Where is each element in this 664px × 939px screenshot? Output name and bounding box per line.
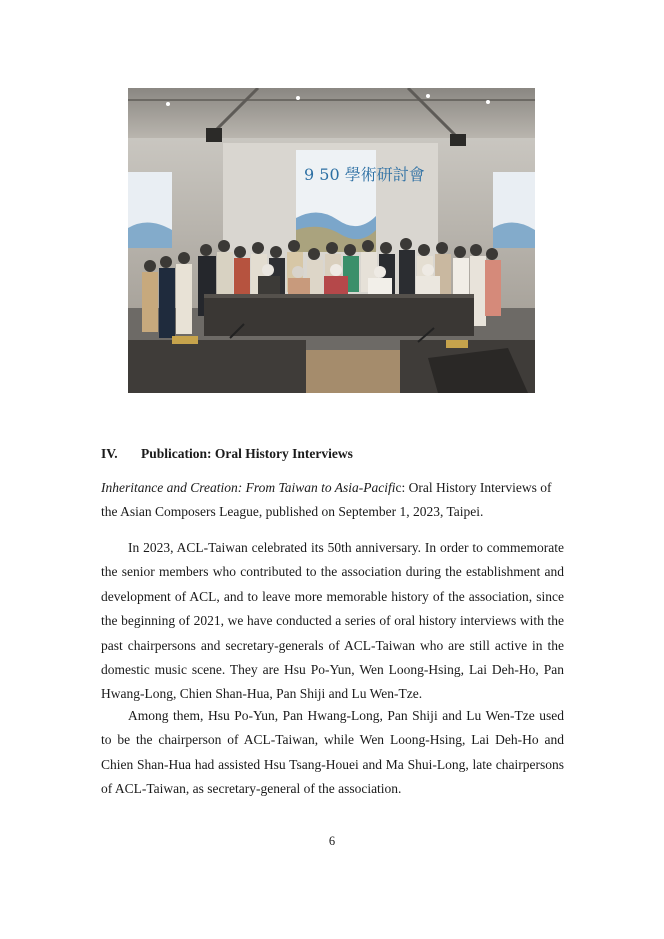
group-photo-illustration: [128, 88, 535, 393]
body-paragraph-chairpersons: Among them, Hsu Po-Yun, Pan Hwang-Long, Pan Shiji and Lu Wen-Tze used to be the chairperson of ACL-Taiwan, while Wen Loong-Hsing, Lai Deh-Ho and Chien Shan-Hua had assisted Hsu Tsang-Houei and Ma Shui-Long, late chairpersons of ACL-Taiwan, as secretary-general of the association.: [101, 708, 564, 797]
publication-details: c: Oral History Interviews of the Asian Composers League, published on September 1, 2023, Taipei.: [101, 480, 552, 520]
publication-title: Inheritance and Creation: From Taiwan to Asia-Pacifi: [101, 480, 396, 495]
body-paragraph-anniversary: In 2023, ACL-Taiwan celebrated its 50th anniversary. In order to commemorate the senior members who contributed to the association during the establishment and development of ACL, and to leave more memorable history of the association, since the beginning of 2021, we have conducted a series of oral history interviews with the past chairpersons and secretary-generals of ACL-Taiwan who are still active in the domestic music scene. They are Hsu Po-Yun, Wen Loong-Hsing, Lai Deh-Ho, Pan Hwang-Long, Chien Shan-Hua, Pan Shiji and Lu Wen-Tze.: [101, 540, 564, 702]
section-title: Publication: Oral History Interviews: [141, 446, 353, 461]
page-number: 6: [328, 834, 336, 848]
section-heading: [101, 446, 353, 462]
section-number: IV.: [101, 446, 118, 461]
publication-title-paragraph: [101, 476, 564, 525]
slide-text: 9 50 學術研討會: [304, 165, 425, 184]
group-photo: [128, 88, 535, 393]
